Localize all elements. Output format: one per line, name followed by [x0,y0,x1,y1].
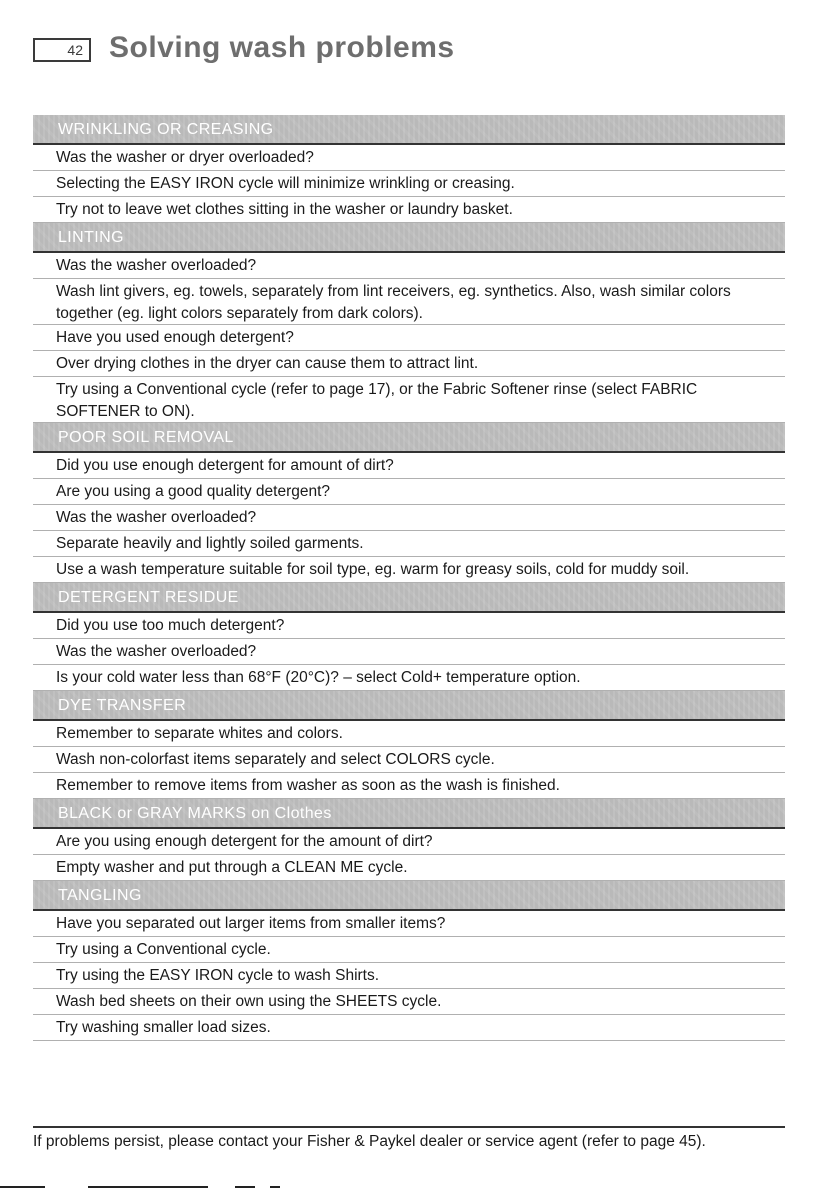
list-item: Try using the EASY IRON cycle to wash Shirts. [33,963,785,989]
list-item: Wash bed sheets on their own using the SHEETS cycle. [33,989,785,1015]
list-item: Have you used enough detergent? [33,325,785,351]
section-black-gray-marks [33,799,785,881]
list-item: Was the washer overloaded? [33,639,785,665]
list-item: Have you separated out larger items from smaller items? [33,911,785,937]
list-item: Are you using enough detergent for the amount of dirt? [33,829,785,855]
section-wrinkling [33,115,785,223]
list-item: Did you use too much detergent? [33,613,785,639]
page-title: Solving wash problems [109,31,455,64]
list-item: Empty washer and put through a CLEAN ME cycle. [33,855,785,881]
section-poor-soil-removal [33,423,785,583]
footer-divider [33,1126,785,1128]
page-number: 42 [33,38,91,62]
list-item: Try washing smaller load sizes. [33,1015,785,1041]
section-heading: DYE TRANSFER [33,691,785,721]
list-item: Remember to separate whites and colors. [33,721,785,747]
list-item: Separate heavily and lightly soiled garments. [33,531,785,557]
section-dye-transfer [33,691,785,799]
list-item: Was the washer overloaded? [33,505,785,531]
footer-note: If problems persist, please contact your Fisher & Paykel dealer or service agent (refer to page 45). [33,1133,706,1150]
list-item: Use a wash temperature suitable for soil type, eg. warm for greasy soils, cold for muddy soil. [33,557,785,583]
troubleshooting-table [33,115,785,1041]
section-heading: DETERGENT RESIDUE [33,583,785,613]
section-heading: WRINKLING OR CREASING [33,115,785,145]
list-item: Are you using a good quality detergent? [33,479,785,505]
section-tangling [33,881,785,1041]
list-item: Try using a Conventional cycle. [33,937,785,963]
list-item: Wash non-colorfast items separately and select COLORS cycle. [33,747,785,773]
section-detergent-residue [33,583,785,691]
list-item: Selecting the EASY IRON cycle will minimize wrinkling or creasing. [33,171,785,197]
section-linting [33,223,785,423]
list-item: Over drying clothes in the dryer can cause them to attract lint. [33,351,785,377]
list-item: Wash lint givers, eg. towels, separately from lint receivers, eg. synthetics. Also, wash similar colors together (eg. light colors separately from dark colors). [33,279,785,325]
list-item: Is your cold water less than 68°F (20°C)? – select Cold+ temperature option. [33,665,785,691]
section-heading: LINTING [33,223,785,253]
list-item: Was the washer or dryer overloaded? [33,145,785,171]
list-item: Try not to leave wet clothes sitting in the washer or laundry basket. [33,197,785,223]
print-marks [0,1186,839,1191]
page-header [33,28,455,68]
section-heading: POOR SOIL REMOVAL [33,423,785,453]
list-item: Try using a Conventional cycle (refer to page 17), or the Fabric Softener rinse (select FABRIC SOFTENER to ON). [33,377,785,423]
section-heading: BLACK or GRAY MARKS on Clothes [33,799,785,829]
list-item: Remember to remove items from washer as soon as the wash is finished. [33,773,785,799]
section-heading: TANGLING [33,881,785,911]
list-item: Was the washer overloaded? [33,253,785,279]
list-item: Did you use enough detergent for amount of dirt? [33,453,785,479]
